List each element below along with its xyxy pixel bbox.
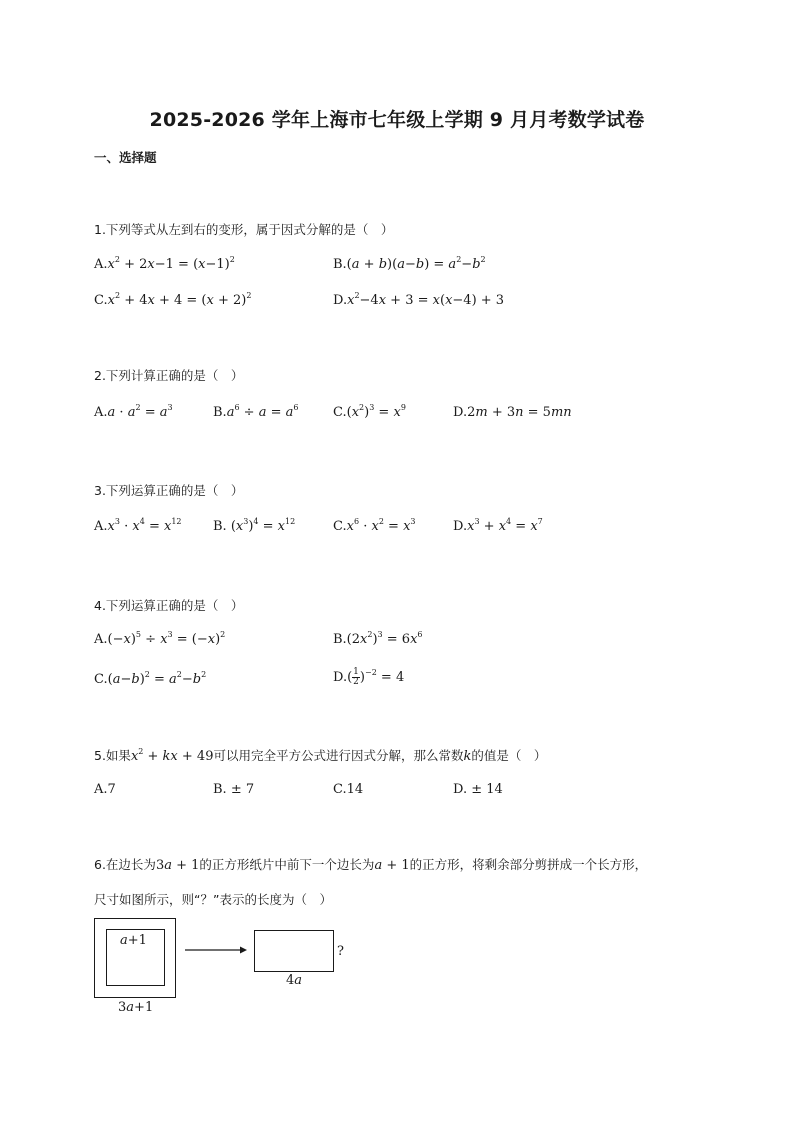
question-5-option-b: B. ± 7 [213, 782, 255, 797]
question-4-stem: 4.下列运算正确的是（ ） [94, 598, 244, 613]
question-1-stem: 1.下列等式从左到右的变形，属于因式分解的是（ ） [94, 222, 394, 237]
question-6-stem-line-1: 6.在边长为3a + 1的正方形纸片中前下一个边长为a + 1的正方形，将剩余部分剪拼成一个长方形， [94, 857, 648, 873]
fraction-one-half: $\frac{1}{2}$ [353, 667, 359, 687]
question-2-option-d: D.2m + 3n = 5mn [453, 405, 572, 420]
figure-rectangle-bottom-label: 4a [286, 973, 303, 988]
question-4-option-b: $B.(2x^2)^3 = 6x^6$ [333, 630, 423, 647]
question-4-option-d: D.( $\frac{1}{2}$ )$^{-2}$ = 4 [333, 667, 405, 687]
question-3-option-d: $D.x^3 + x^4 = x^7$ [453, 517, 543, 534]
question-4-option-a: $A.(-x)^5 \div x^3 = (-x)^2$ [94, 630, 226, 647]
question-3-option-a: $A.x^3 \cdot x^4 = x^{12}$ [94, 517, 182, 534]
question-3-option-b: B. $(x^3)^4 = x^{12}$ [213, 517, 296, 534]
question-1-option-b: $B.(a + b)(a-b) = a^2-b^2$ [333, 255, 486, 272]
figure-arrow-icon [184, 943, 248, 957]
question-1-option-d: $D.x^2-4x + 3 = x(x-4) + 3$ [333, 291, 505, 308]
question-2-stem: 2.下列计算正确的是（ ） [94, 368, 244, 383]
section-heading: 一、选择题 [94, 150, 157, 165]
figure-outer-label: 3a+1 [118, 1000, 154, 1015]
question-5-stem: 5.如果$x^2$ + kx + 49可以用完全平方公式进行因式分解，那么常数k的值是（ ） [94, 747, 547, 764]
question-3-stem: 3.下列运算正确的是（ ） [94, 483, 244, 498]
figure-rectangle-side-label: ? [337, 944, 344, 959]
question-5-option-d: D. ± 14 [453, 782, 503, 797]
page-title: 2025-2026 学年上海市七年级上学期 9 月月考数学试卷 [149, 109, 645, 131]
question-3-option-c: $C.x^6 \cdot x^2 = x^3$ [333, 517, 416, 534]
question-2-option-c: $C.(x^2)^3 = x^9$ [333, 403, 406, 420]
question-5-option-a: A.7 [94, 782, 116, 797]
question-2-option-a: $A.a \cdot a^2 = a^3$ [94, 403, 173, 420]
figure-inner-label: a+1 [120, 933, 147, 948]
question-5-option-c: C.14 [333, 782, 364, 797]
figure-rectangle [254, 930, 334, 972]
question-4-option-c: $C.(a-b)^2 = a^2-b^2$ [94, 670, 207, 687]
question-6-stem-line-2: 尺寸如图所示，则“？”表示的长度为（ ） [94, 892, 332, 907]
question-1-option-c: $C.x^2 + 4x + 4 = (x + 2)^2$ [94, 291, 252, 308]
question-2-option-b: $B.a^6 \div a = a^6$ [213, 403, 299, 420]
question-1-option-a: $A.x^2 + 2x-1 = (x-1)^2$ [94, 255, 235, 272]
